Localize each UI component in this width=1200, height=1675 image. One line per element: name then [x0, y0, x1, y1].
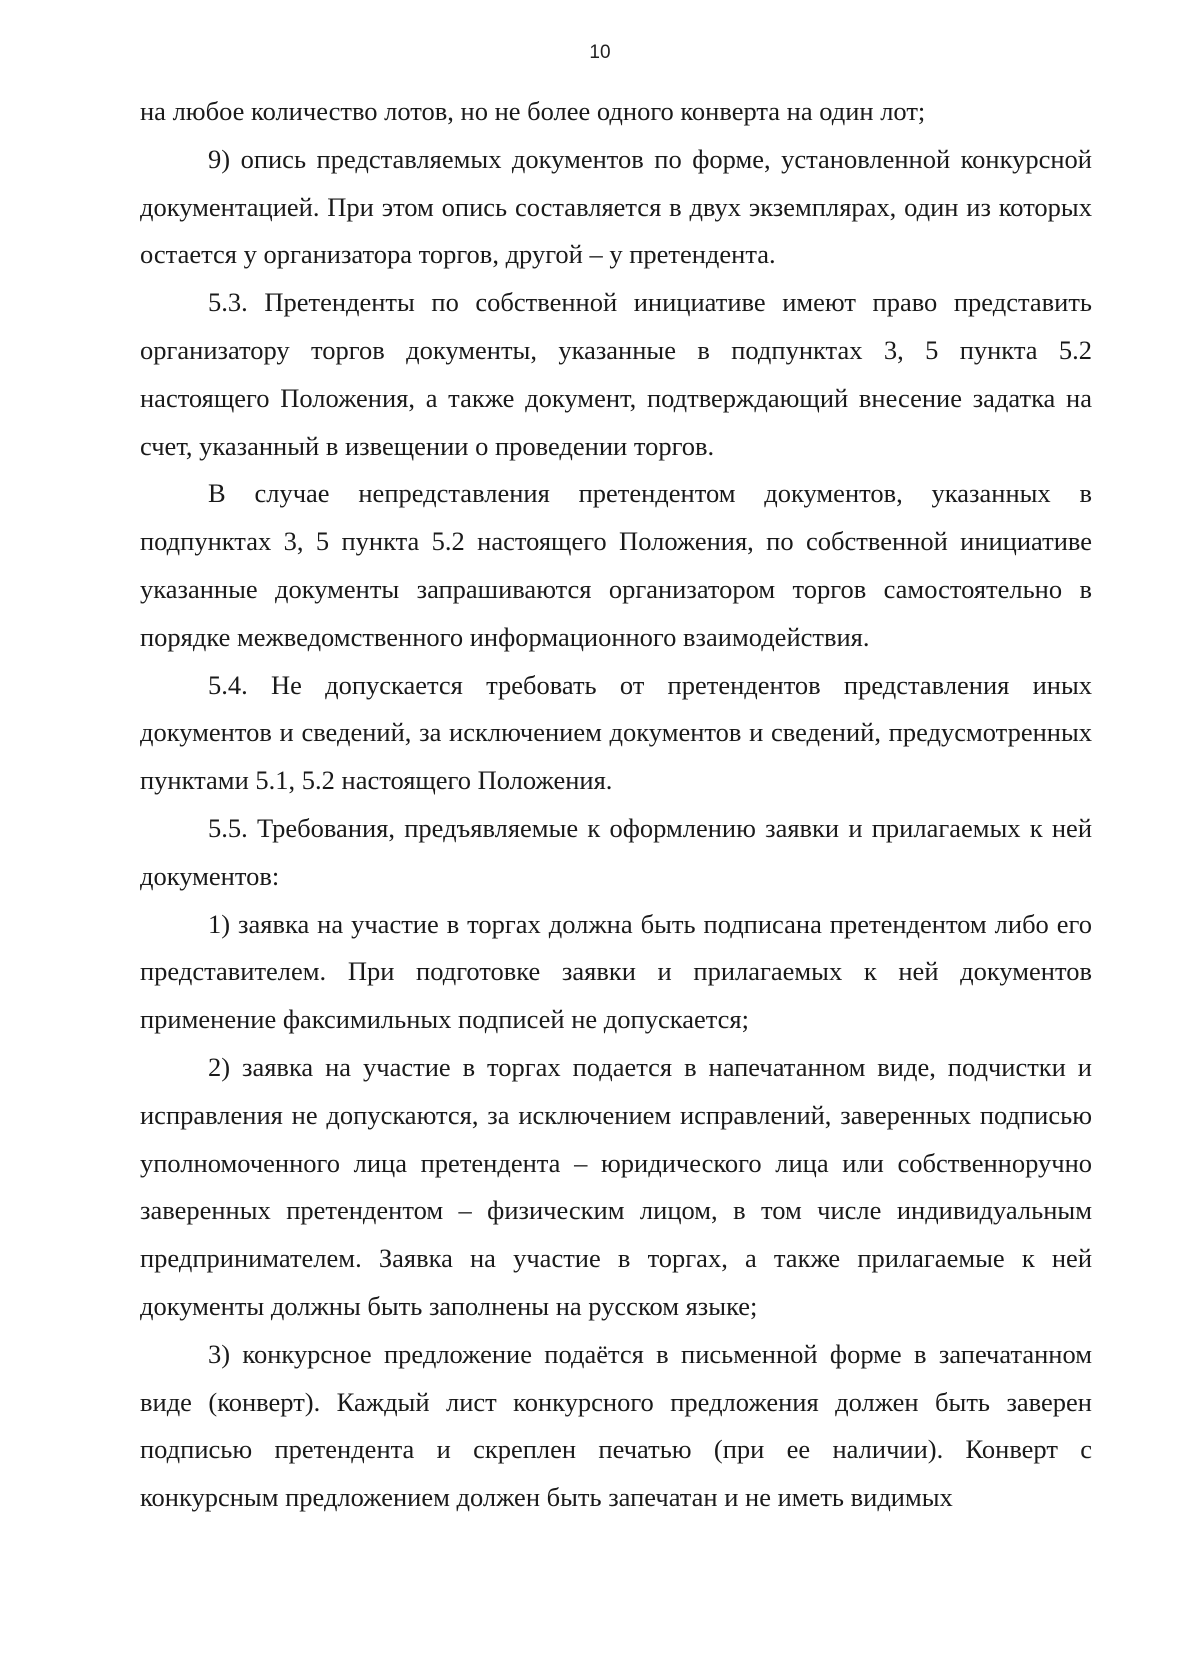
paragraph-continuation: на любое количество лотов, но не более одного конверта на один лот; [140, 96, 926, 126]
page-number: 10 [589, 42, 611, 63]
paragraph-5-3: 5.3. Претенденты по собственной инициативе имеют право представить организатору торгов документы, указанные в подпунктах 3, 5 пункта 5.2 настоящего Положения, а также документ, подтверждающий внесение задатка на счет, указанный в извещении о проведении торгов. [140, 287, 1092, 461]
paragraph-5-5: 5.5. Требования, предъявляемые к оформлению заявки и прилагаемых к ней документов: [140, 812, 1092, 891]
paragraph-5-5-item-3: 3) конкурсное предложение подаётся в письменной форме в запечатанном виде (конверт). Каждый лист конкурсного предложения должен быть заверен подписью претендента и скреплен печатью (при ее наличии). Конверт с конкурсным предложением должен быть запечатан и не иметь видимых [140, 1338, 1092, 1513]
paragraph-item-9: 9) опись представляемых документов по форме, установленной конкурсной документацией. При этом опись составляется в двух экземплярах, один из которых остается у организатора торгов, другой – у претендента. [140, 143, 1092, 270]
paragraph-5-4: 5.4. Не допускается требовать от претендентов представления иных документов и сведений, за исключением документов и сведений, предусмотренных пунктами 5.1, 5.2 настоящего Положения. [140, 669, 1092, 796]
paragraph-5-3-nonsubmission: В случае непредставления претендентом документов, указанных в подпунктах 3, 5 пункта 5.2 настоящего Положения, по собственной инициативе указанные документы запрашиваются организатором торгов самостоятельно в порядке межведомственного информационного взаимодействия. [140, 478, 1092, 652]
paragraph-5-5-item-2: 2) заявка на участие в торгах подается в напечатанном виде, подчистки и исправления не допускаются, за исключением исправлений, заверенных подписью уполномоченного лица претендента – юридического лица или собственноручно заверенных претендентом – физическим лицом, в том числе индивидуальным предпринимателем. Заявка на участие в торгах, а также прилагаемые к ней документы должны быть заполнены на русском языке; [140, 1051, 1092, 1321]
document-body [140, 88, 1092, 1522]
paragraph-5-5-item-1: 1) заявка на участие в торгах должна быть подписана претендентом либо его представителем. При подготовке заявки и прилагаемых к ней документов применение факсимильных подписей не допускается; [140, 908, 1092, 1035]
